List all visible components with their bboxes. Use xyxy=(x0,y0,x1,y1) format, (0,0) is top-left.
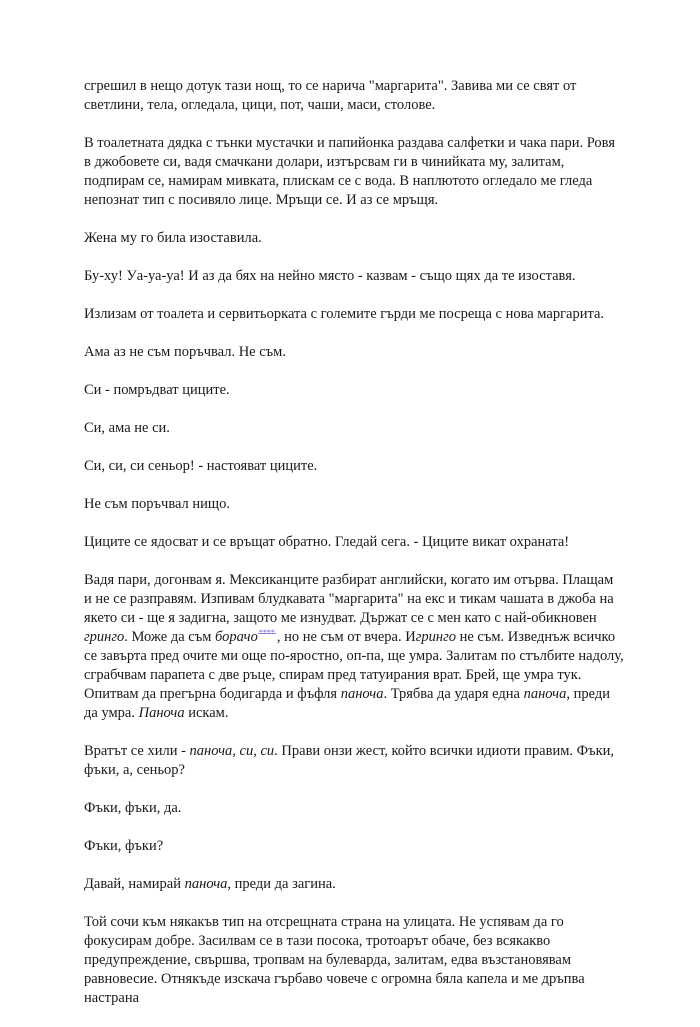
italic-text: гринго xyxy=(415,629,456,645)
text-run: , преди да загина. xyxy=(227,876,336,892)
document-body xyxy=(84,77,624,1027)
italic-text: борачо xyxy=(215,629,258,645)
paragraph xyxy=(84,419,624,438)
paragraph xyxy=(84,837,624,856)
text-run: . Може да съм xyxy=(124,629,215,645)
text-run: . Прави онзи жест, който всички идиоти правим. Фъки, фъки, а, сеньор? xyxy=(84,743,615,778)
text-run: Жена му го била изоставила. xyxy=(84,230,262,246)
paragraph xyxy=(84,799,624,818)
text-run: Излизам от тоалета и сервитьорката с големите гърди ме посреща с нова маргарита. xyxy=(84,306,605,322)
text-run: сгрешил в нещо дотук тази нощ, то се нарича "маргарита". Завива ми се свят от светлини, тела, огледала, цици, пот, чаши, маси, столове. xyxy=(84,78,577,113)
italic-text: паноча xyxy=(184,876,228,892)
paragraph xyxy=(84,343,624,362)
text-run: В тоалетната дядка с тънки мустачки и папийонка раздава салфетки и чака пари. Ровя в джобовете си, вадя смачкани долари, изтърсвам ги в чинийката му, залитам, подпирам се, намирам мивката, плискам се с вода. В наплютото огледало ме гледа непознат тип с посивяло лице. Мръщи се. И аз се мръщя. xyxy=(84,135,615,208)
text-run: Вратът се хили - xyxy=(84,743,190,759)
paragraph xyxy=(84,875,624,894)
text-run: Фъки, фъки, да. xyxy=(84,800,182,816)
text-run: , но не съм от вчера. И xyxy=(276,629,416,645)
paragraph xyxy=(84,457,624,476)
italic-text: паноча, си, си xyxy=(189,743,275,759)
text-run: искам. xyxy=(184,705,229,721)
italic-text: паноча xyxy=(340,686,384,702)
text-run: Циците се ядосват и се връщат обратно. Гледай сега. - Циците викат охраната! xyxy=(84,534,570,550)
text-run: Не съм поръчвал нищо. xyxy=(84,496,230,512)
paragraph xyxy=(84,742,624,780)
paragraph xyxy=(84,381,624,400)
paragraph xyxy=(84,267,624,286)
footnote-link[interactable]: **** xyxy=(258,628,275,638)
italic-text: Паноча xyxy=(138,705,185,721)
paragraph xyxy=(84,913,624,1008)
italic-text: паноча xyxy=(523,686,567,702)
paragraph xyxy=(84,305,624,324)
text-run: Вадя пари, догонвам я. Мексиканците разбират английски, когато им отърва. Плащам и не се разправям. Изпивам блудкавата "маргарита" на екс и тикам чашата в джоба на якето си - ще я задигна, защото ме изнудват. Държат се с мен като с най-обикновен xyxy=(84,572,614,626)
paragraph xyxy=(84,229,624,248)
text-run: Ама аз не съм поръчвал. Не съм. xyxy=(84,344,286,360)
paragraph xyxy=(84,77,624,115)
text-run: Си - помръдват циците. xyxy=(84,382,230,398)
paragraph xyxy=(84,134,624,210)
text-run: . Трябва да ударя една xyxy=(383,686,524,702)
text-run: Бу-ху! Уа-уа-уа! И аз да бях на нейно място - казвам - също щях да те изоставя. xyxy=(84,268,576,284)
text-run: , преди да умра. xyxy=(84,686,611,721)
text-run: Той сочи към някакъв тип на отсрещната страна на улицата. Не успявам да го фокусирам добре. Засилвам се в тази посока, тротоарът обаче, без всякакво предупреждение, свършва, тропвам на булеварда, залитам, едва възстановявам равновесие. Отнякъде изскача гърбаво човече с огромна бяла капела и ме дръпва настрана xyxy=(84,914,585,1006)
text-run: не съм. Изведнъж всичко се завърта пред очите ми още по-яростно, оп-па, ще умра. Залитам по стълбите надолу, сграбчвам парапета с две ръце, спирам пред татуирания врат. Брей, ще умра тук. Опитвам да прегърна бодигарда и фъфля xyxy=(84,629,624,702)
paragraph xyxy=(84,495,624,514)
text-run: Си, ама не си. xyxy=(84,420,170,436)
italic-text: гринго xyxy=(84,629,125,645)
text-run: Си, си, си сеньор! - настояват циците. xyxy=(84,458,318,474)
paragraph xyxy=(84,533,624,552)
text-run: Давай, намирай xyxy=(84,876,185,892)
text-run: Фъки, фъки? xyxy=(84,838,164,854)
paragraph xyxy=(84,571,624,723)
